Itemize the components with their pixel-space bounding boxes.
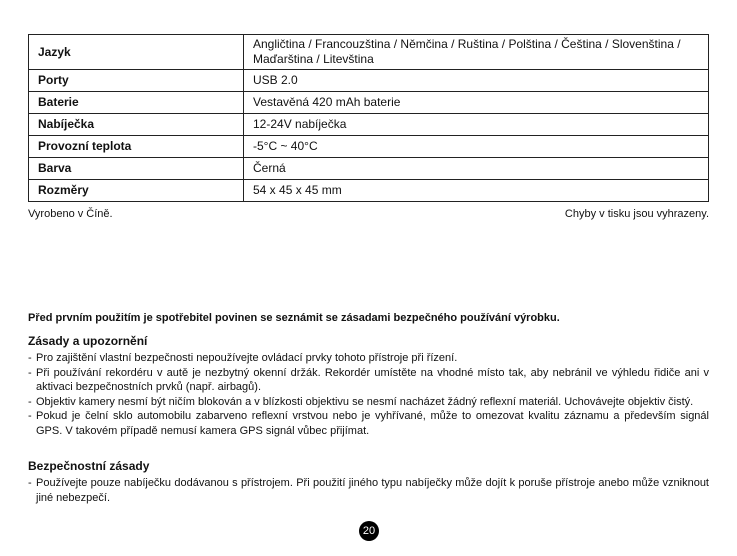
safety-section [28,459,709,505]
spec-row [29,158,709,180]
spec-value: 54 x 45 x 45 mm [244,180,709,202]
spec-label: Rozměry [29,180,244,202]
section-heading: Zásady a upozornění [28,334,148,348]
spec-row [29,180,709,202]
list-item: - Pro zajištění vlastní bezpečnosti nepoužívejte ovládací prvky tohoto přístroje při řízení. [28,351,709,366]
page-number-badge: 20 [359,521,379,541]
spec-label: Jazyk [29,35,244,70]
list-item: - Při používání rekordéru v autě je nezbytný okenní držák. Rekordér umístěte na vhodné místo tak, aby nebránil ve výhledu řidiče ani v aktivaci bezpečnostních prvků (např. airbagů). [28,366,709,395]
made-in-note: Vyrobeno v Číně. [28,208,113,220]
spec-label: Porty [29,70,244,92]
spec-label: Nabíječka [29,114,244,136]
specs-table [28,34,709,202]
spec-row [29,136,709,158]
section-heading: Bezpečnostní zásady [28,459,150,473]
spec-value: Vestavěná 420 mAh baterie [244,92,709,114]
spec-value: USB 2.0 [244,70,709,92]
warnings-section [28,334,709,439]
spec-row [29,35,709,70]
misprint-disclaimer: Chyby v tisku jsou vyhrazeny. [564,208,709,220]
spec-value: 12-24V nabíječka [244,114,709,136]
list-item: - Pokud je čelní sklo automobilu zabarveno reflexní vrstvou nebo je vyhřívané, může to omezovat kvalitu záznamu a především signál GPS. V takovém případě nemusí kamera GPS signál vůbec přijímat. [28,409,709,438]
list-item: - Objektiv kamery nesmí být ničím blokován a v blízkosti objektivu se nesmí nacházet žádný reflexní materiál. Uchovávejte objektiv čistý. [28,395,709,410]
spec-value: Černá [244,158,709,180]
spec-label: Baterie [29,92,244,114]
spec-row [29,92,709,114]
intro-statement: Před prvním použitím je spotřebitel povinen se seznámit se zásadami bezpečného používání výrobku. [28,312,560,324]
spec-value: Angličtina / Francouzština / Němčina / Ruština / Polština / Čeština / Slovenština / Maďarština / Litevština [244,35,709,70]
spec-label: Barva [29,158,244,180]
spec-value: -5°C ~ 40°C [244,136,709,158]
spec-row [29,70,709,92]
list-item: - Používejte pouze nabíječku dodávanou s přístrojem. Při použití jiného typu nabíječky může dojít k poruše přístroje anebo může vzniknout jiné nebezpečí. [28,476,709,505]
spec-row [29,114,709,136]
warnings-list [28,351,709,439]
safety-list [28,476,709,505]
spec-label: Provozní teplota [29,136,244,158]
